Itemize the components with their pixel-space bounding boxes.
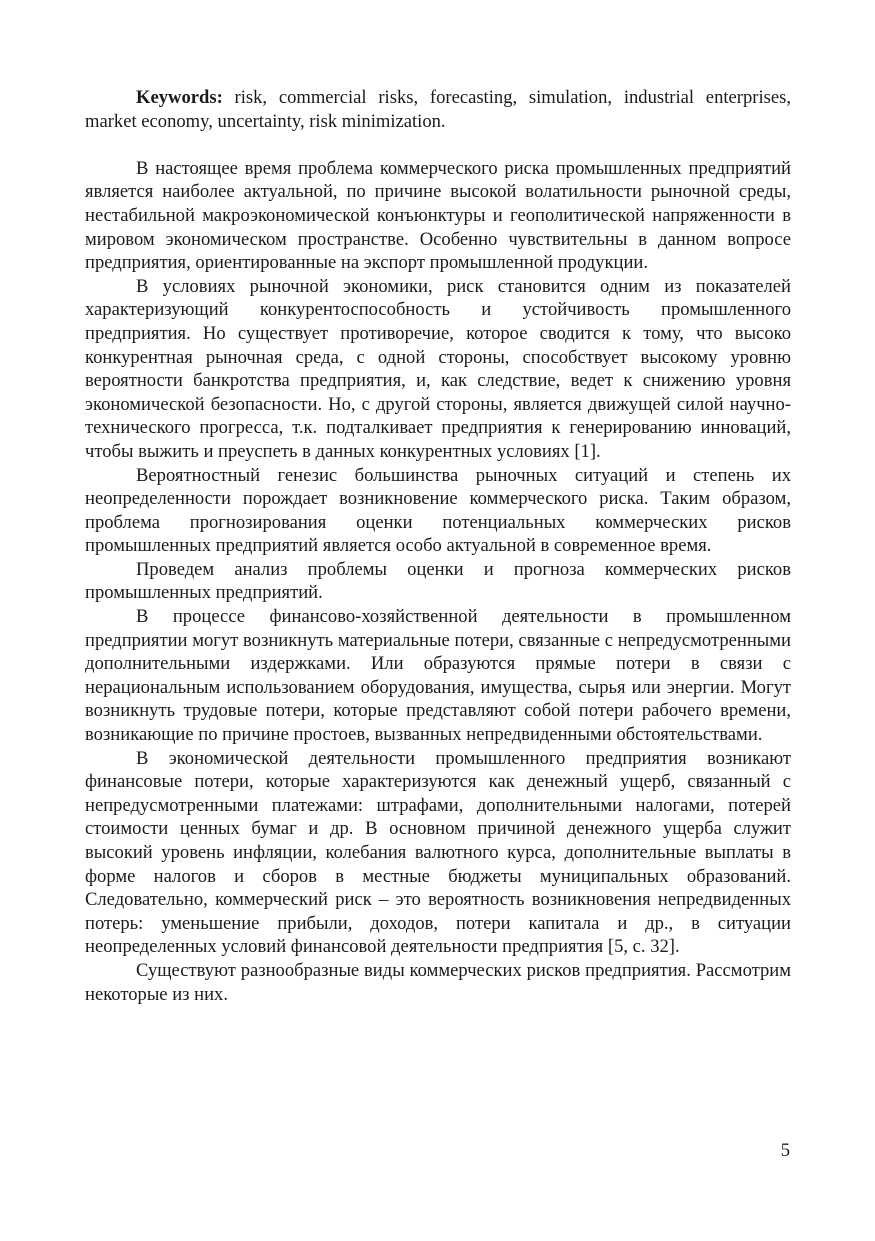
page-number: 5 xyxy=(780,1140,790,1161)
paragraph-6: В экономической деятельности промышленного предприятия возникают финансовые потери, которые характеризуются как денежный ущерб, связанный с непредусмотренными платежами: штрафами, дополнительными налогами, потерей стоимости ценных бумаг и др. В основном причиной денежного ущерба служит высокий уровень инфляции, колебания валютного курса, дополнительные выплаты в форме налогов и сборов в местные бюджеты муниципальных образований. Следовательно, коммерческий риск – это вероятность возникновения непредвиденных потерь: уменьшение прибыли, доходов, потери капитала и др., в ситуации неопределенных условий финансовой деятельности предприятия [5, с. 32]. xyxy=(85,747,791,958)
keywords-text: risk, commercial risks, forecasting, simulation, industrial enterprises, market economy, uncertainty, risk minimization. xyxy=(85,87,791,132)
keywords-label: Keywords: xyxy=(136,87,223,108)
paragraph-7: Существуют разнообразные виды коммерческих рисков предприятия. Рассмотрим некоторые из них. xyxy=(85,959,791,1005)
paragraph-4: Проведем анализ проблемы оценки и прогноза коммерческих рисков промышленных предприятий. xyxy=(85,558,791,604)
paragraph-5: В процессе финансово-хозяйственной деятельности в промышленном предприятии могут возникнуть материальные потери, связанные с непредусмотренными дополнительными издержками. Или образуются прямые потери в связи с нерациональным использованием оборудования, имущества, сырья или энергии. Могут возникнуть трудовые потери, которые представляют собой потери рабочего времени, возникающие по причине простоев, вызванных непредвиденными обстоятельствами. xyxy=(85,606,791,746)
paragraph-1: В настоящее время проблема коммерческого риска промышленных предприятий является наиболее актуальной, по причине высокой волатильности рыночной среды, нестабильной макроэкономической конъюнктуры и геополитической напряженности в мировом экономическом пространстве. Особенно чувствительны в данном вопросе предприятия, ориентированные на экспорт промышленной продукции. xyxy=(85,157,791,274)
keywords-paragraph xyxy=(85,86,791,133)
page-content xyxy=(85,86,791,1006)
paragraph-2: В условиях рыночной экономики, риск становится одним из показателей характеризующий конкурентоспособность и устойчивость промышленного предприятия. Но существует противоречие, которое сводится к тому, что высоко конкурентная рыночная среда, с одной стороны, способствует высокому уровню вероятности банкротства предприятия, и, как следствие, ведет к снижению уровня экономической безопасности. Но, с другой стороны, является движущей силой научно-технического прогресса, т.к. подталкивает предприятия к генерированию инноваций, чтобы выжить и преуспеть в данных конкурентных условиях [1]. xyxy=(85,275,791,462)
paragraph-3: Вероятностный генезис большинства рыночных ситуаций и степень их неопределенности порождает возникновение коммерческого риска. Таким образом, проблема прогнозирования оценки потенциальных коммерческих рисков промышленных предприятий является особо актуальной в современное время. xyxy=(85,464,791,557)
